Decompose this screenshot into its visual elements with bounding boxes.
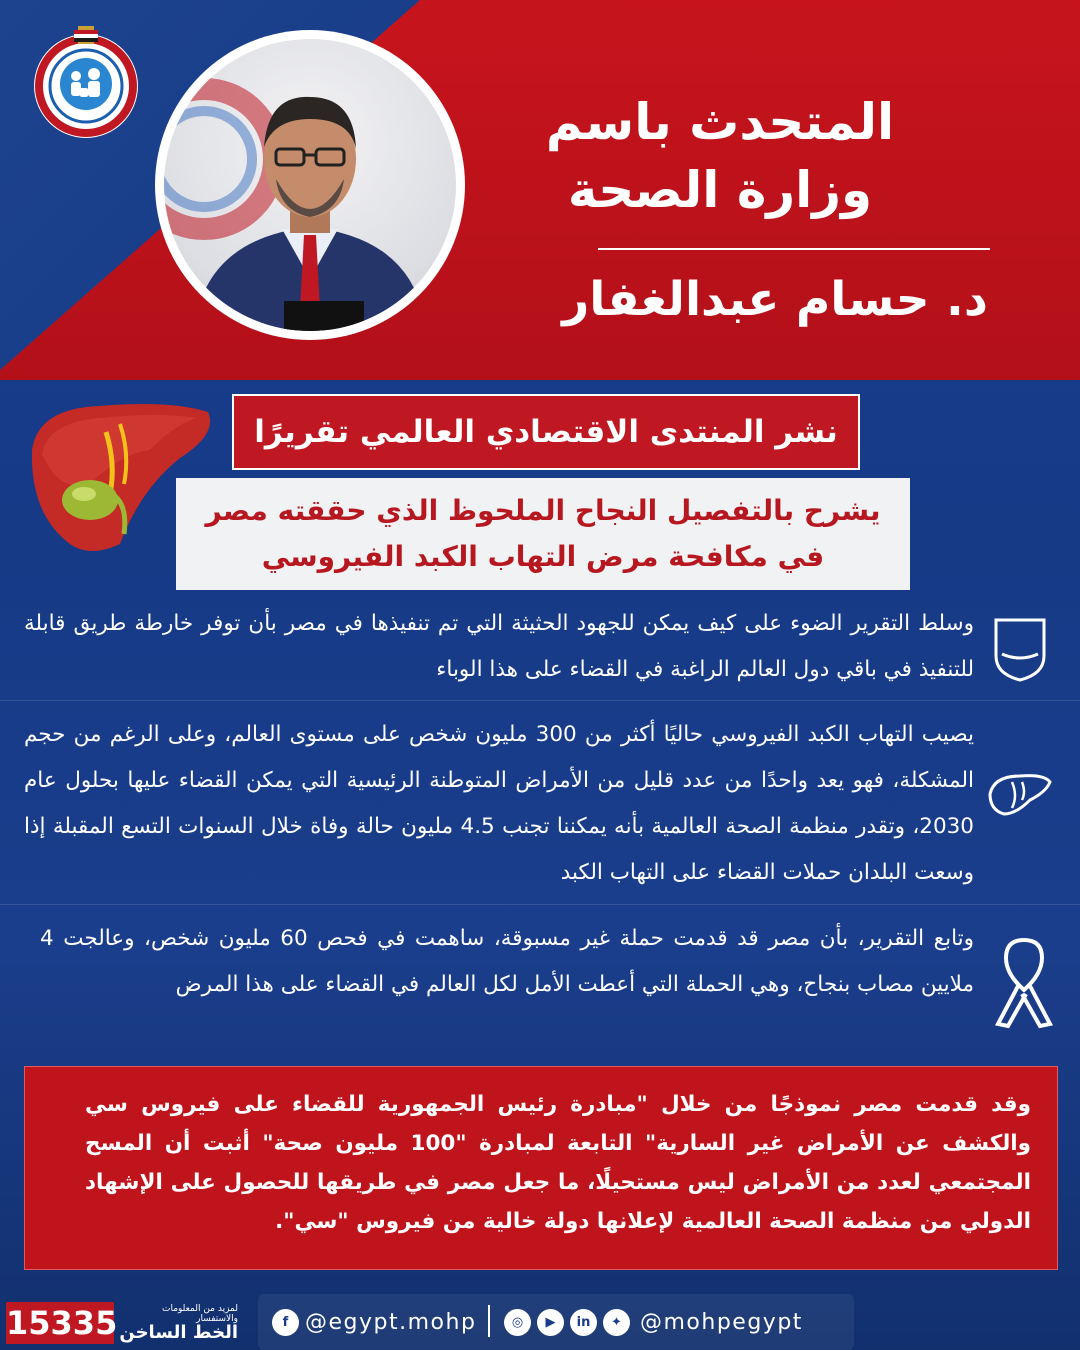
title-line-2: وزارة الصحة (567, 161, 873, 219)
facebook-icon: f (272, 1309, 299, 1336)
headline-line-2: في مكافحة مرض التهاب الكبد الفيروسي (261, 540, 825, 573)
title-line-1: المتحدث باسم (545, 93, 895, 151)
hotline-number[interactable]: 15335 (6, 1304, 118, 1342)
section-divider (0, 700, 1080, 701)
spokesman-portrait (155, 30, 465, 340)
youtube-icon[interactable]: ▶ (537, 1309, 564, 1336)
title-divider (598, 248, 990, 250)
paragraph-egypt-campaign: وتابع التقرير، بأن مصر قد قدمت حملة غير مسبوقة، ساهمت في فحص 60 مليون شخص، وعالجت 4 ملايين مصاب بنجاح، وهي الحملة التي أعطت الأمل لكل العالم في القضاء على هذا المرض (40, 926, 974, 997)
linkedin-icon[interactable]: in (570, 1309, 597, 1336)
headline-white-box (176, 478, 910, 590)
portrait-illustration (164, 39, 456, 331)
footer-separator (488, 1305, 490, 1337)
paragraph-global-burden: يصيب التهاب الكبد الفيروسي حاليًا أكثر من 300 مليون شخص على مستوى العالم، وعلى الرغم من حجم المشكلة، فهو يعد واحدًا من عدد قليل من الأمراض المتوطنة الرئيسية التي يمكن القضاء عليها بحلول عام 2030، وتقدر منظمة الصحة العالمية بأنه يمكننا تجنب 4.5 مليون حالة وفاة خلال السنوات التسع المقبلة إذا وسعت البلدان حملات القضاء على التهاب الكبد (24, 722, 974, 885)
hotline-caption: لمزيد من المعلومات والاستفسار (162, 1304, 238, 1324)
paragraph-report-highlight: وسلط التقرير الضوء على كيف يمكن للجهود الحثيثة التي تم تنفيذها في مصر بأن توفر خارطة طريق قابلة للتنفيذ في باقي دول العالم الراغبة في القضاء على هذا الوباء (24, 611, 974, 682)
social-links[interactable] (504, 1307, 803, 1337)
twitter-icon[interactable]: ✦ (603, 1309, 630, 1336)
headline-red-box: نشر المنتدى الاقتصادي العالمي تقريرًا (232, 394, 860, 470)
page-title (460, 88, 980, 224)
awareness-ribbon-icon (992, 932, 1056, 1032)
facebook-link[interactable] (272, 1307, 476, 1337)
instagram-icon[interactable]: ◎ (504, 1309, 531, 1336)
spokesman-name: د. حسام عبدالغفار (562, 272, 988, 327)
facebook-handle: @egypt.mohp (305, 1309, 477, 1335)
section-divider (0, 904, 1080, 905)
ministry-logo (28, 22, 144, 140)
shield-icon (990, 614, 1050, 684)
liver-outline-icon (986, 770, 1054, 820)
social-handle: @mohpegypt (640, 1309, 803, 1335)
hotline-label: الخط الساخن (119, 1322, 238, 1343)
initiative-panel: وقد قدمت مصر نموذجًا من خلال "مبادرة رئيس الجمهورية للقضاء على فيروس سي والكشف عن الأمراض غير السارية" التابعة لمبادرة "100 مليون صحة" أثبت أن المسح المجتمعي لعدد من الأمراض ليس مستحيلًا، ما جعل مصر في طريقها للحصول على الإشهاد الدولي من منظمة الصحة العالمية لإعلانها دولة خالية من فيروس "سي". (24, 1066, 1058, 1270)
headline-line-1: يشرح بالتفصيل النجاح الملحوظ الذي حققته مصر (205, 494, 881, 527)
